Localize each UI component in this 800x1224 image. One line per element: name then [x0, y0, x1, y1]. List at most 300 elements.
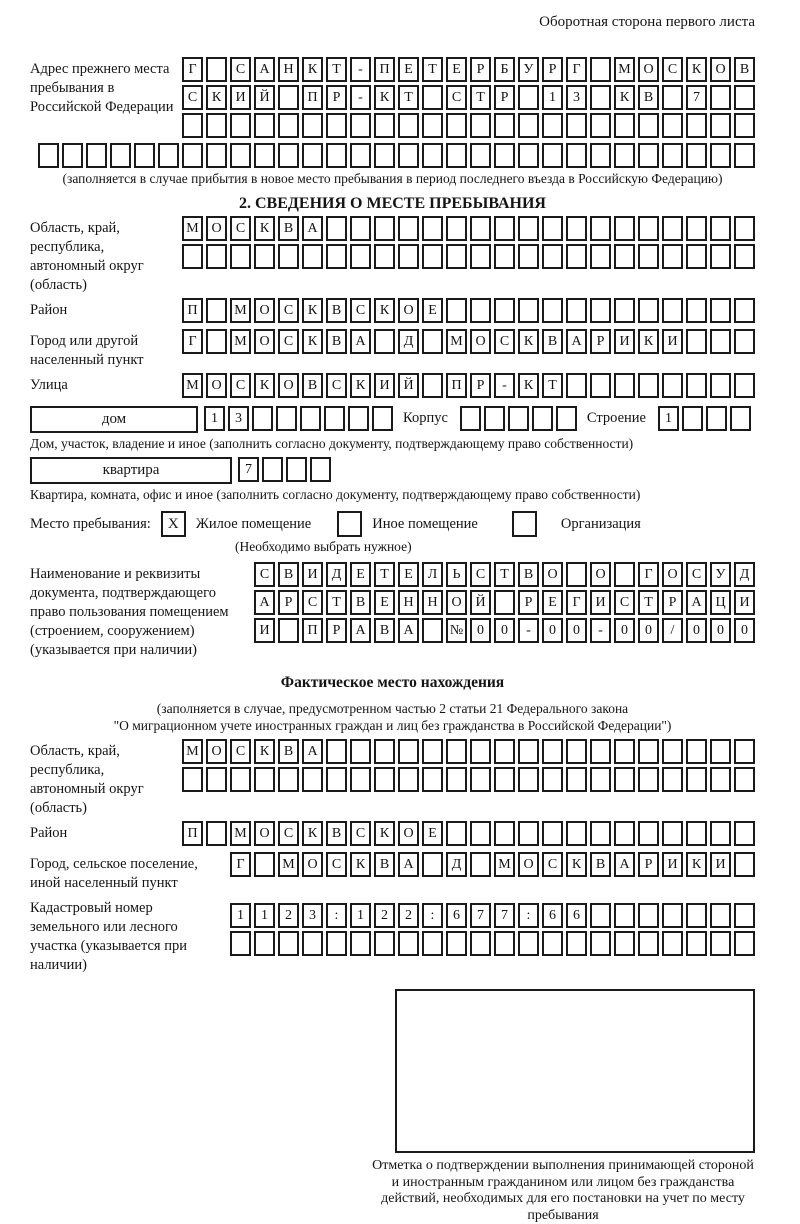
- char-cell: О: [398, 298, 419, 323]
- char-cell: А: [686, 590, 707, 615]
- char-cell: В: [374, 852, 395, 877]
- char-cell: К: [302, 821, 323, 846]
- char-cell: [542, 739, 563, 764]
- char-cell: [446, 821, 467, 846]
- char-cell: [710, 931, 731, 956]
- char-cell: У: [518, 57, 539, 82]
- char-cell: [422, 767, 443, 792]
- char-cell: [710, 767, 731, 792]
- char-cell: [494, 739, 515, 764]
- option-label-zhiloe: Жилое помещение: [195, 515, 312, 532]
- char-cell: О: [398, 821, 419, 846]
- char-cell: [494, 244, 515, 269]
- char-cell: [518, 298, 539, 323]
- char-cell: О: [470, 329, 491, 354]
- char-cell: -: [350, 85, 371, 110]
- char-cell: К: [638, 329, 659, 354]
- char-cell: [422, 618, 443, 643]
- mesto-row: [30, 511, 755, 537]
- char-cell: [460, 406, 481, 431]
- char-cell: [566, 931, 587, 956]
- char-cell: [206, 57, 227, 82]
- char-cell: [638, 739, 659, 764]
- char-cell: Т: [326, 57, 347, 82]
- option-label-organizatsiya: Организация: [560, 515, 641, 532]
- char-cell: [614, 739, 635, 764]
- char-cell: И: [254, 618, 275, 643]
- char-cell: [518, 244, 539, 269]
- fact-oblast-rows: [182, 739, 755, 795]
- char-cell: [566, 244, 587, 269]
- field-prev-address: [30, 57, 755, 141]
- char-cell: [206, 821, 227, 846]
- char-cell: О: [446, 590, 467, 615]
- char-cell: В: [542, 329, 563, 354]
- char-cell: [470, 143, 491, 168]
- field-gorod: [30, 329, 755, 370]
- char-cell: [326, 931, 347, 956]
- char-cell: К: [350, 373, 371, 398]
- char-cell: [710, 821, 731, 846]
- char-cell: [470, 244, 491, 269]
- char-cell: В: [278, 562, 299, 587]
- char-cell: А: [614, 852, 635, 877]
- char-cell: С: [542, 852, 563, 877]
- char-cell: [470, 931, 491, 956]
- char-cell: [710, 216, 731, 241]
- char-cell: Е: [422, 821, 443, 846]
- char-cell: О: [278, 373, 299, 398]
- char-cell: К: [374, 821, 395, 846]
- char-cell: [446, 767, 467, 792]
- cell-row-kvartira: [238, 457, 331, 482]
- char-cell: [638, 821, 659, 846]
- raion-label: Район: [30, 302, 68, 318]
- char-cell: Р: [278, 590, 299, 615]
- char-cell: А: [302, 739, 323, 764]
- char-cell: А: [350, 329, 371, 354]
- char-cell: [110, 143, 131, 168]
- char-cell: [398, 143, 419, 168]
- char-cell: Д: [398, 329, 419, 354]
- char-cell: [730, 406, 751, 431]
- section2-title: 2. СВЕДЕНИЯ О МЕСТЕ ПРЕБЫВАНИЯ: [239, 195, 546, 212]
- char-cell: [638, 113, 659, 138]
- char-cell: К: [518, 329, 539, 354]
- char-cell: О: [254, 329, 275, 354]
- char-cell: Т: [494, 562, 515, 587]
- char-cell: [614, 373, 635, 398]
- char-cell: [710, 244, 731, 269]
- char-cell: [710, 298, 731, 323]
- char-cell: [662, 85, 683, 110]
- char-cell: [590, 903, 611, 928]
- char-cell: [614, 562, 635, 587]
- kadastr-label: Кадастровый номер земельного или лесного участка (указывается при наличии): [30, 900, 187, 973]
- char-cell: [542, 298, 563, 323]
- fact-gorod-label: Город, сельское поселение, иной населенный пункт: [30, 856, 198, 891]
- char-cell: [182, 244, 203, 269]
- char-cell: [614, 821, 635, 846]
- char-cell: М: [230, 298, 251, 323]
- fact-oblast-label: Область, край, республика, автономный округ (область): [30, 743, 144, 816]
- char-cell: А: [398, 852, 419, 877]
- char-cell: [734, 739, 755, 764]
- char-cell: 7: [494, 903, 515, 928]
- char-cell: Й: [254, 85, 275, 110]
- char-cell: [710, 143, 731, 168]
- char-cell: [566, 373, 587, 398]
- char-cell: [566, 143, 587, 168]
- char-cell: Р: [662, 590, 683, 615]
- char-cell: [662, 298, 683, 323]
- char-cell: [278, 85, 299, 110]
- char-cell: И: [230, 85, 251, 110]
- char-cell: К: [302, 57, 323, 82]
- char-cell: [278, 143, 299, 168]
- char-cell: О: [206, 216, 227, 241]
- field-fact-raion: [30, 821, 755, 849]
- gorod-label: Город или другой населенный пункт: [30, 333, 144, 368]
- char-cell: [374, 739, 395, 764]
- char-cell: [206, 329, 227, 354]
- ulitsa-label: Улица: [30, 377, 68, 393]
- char-cell: [734, 852, 755, 877]
- char-cell: [710, 329, 731, 354]
- char-cell: [682, 406, 703, 431]
- char-cell: [230, 113, 251, 138]
- cell-row-prev-address-4: [30, 143, 755, 168]
- char-cell: Р: [326, 618, 347, 643]
- char-cell: Е: [374, 590, 395, 615]
- char-cell: 0: [494, 618, 515, 643]
- char-cell: 0: [710, 618, 731, 643]
- char-cell: [590, 113, 611, 138]
- char-cell: -: [590, 618, 611, 643]
- char-cell: [590, 931, 611, 956]
- char-cell: М: [182, 739, 203, 764]
- char-cell: [254, 143, 275, 168]
- char-cell: [326, 113, 347, 138]
- char-cell: [446, 143, 467, 168]
- cell-row-kadastr-2: [230, 931, 755, 956]
- char-cell: [422, 216, 443, 241]
- char-cell: Е: [542, 590, 563, 615]
- char-cell: С: [254, 562, 275, 587]
- char-cell: 1: [230, 903, 251, 928]
- char-cell: [470, 821, 491, 846]
- char-cell: [254, 852, 275, 877]
- mesto-note: (Необходимо выбрать нужное): [235, 539, 412, 554]
- char-cell: [182, 113, 203, 138]
- char-cell: [326, 244, 347, 269]
- char-cell: [518, 113, 539, 138]
- char-cell: [614, 767, 635, 792]
- char-cell: С: [662, 57, 683, 82]
- char-cell: [398, 244, 419, 269]
- char-cell: К: [254, 739, 275, 764]
- field-raion: [30, 298, 755, 326]
- char-cell: С: [230, 739, 251, 764]
- char-cell: О: [710, 57, 731, 82]
- char-cell: [286, 457, 307, 482]
- char-cell: [638, 298, 659, 323]
- char-cell: [734, 903, 755, 928]
- char-cell: [638, 143, 659, 168]
- char-cell: [518, 821, 539, 846]
- char-cell: К: [518, 373, 539, 398]
- char-cell: В: [326, 329, 347, 354]
- char-cell: Р: [542, 57, 563, 82]
- char-cell: [662, 143, 683, 168]
- char-cell: Р: [518, 590, 539, 615]
- char-cell: П: [302, 618, 323, 643]
- char-cell: [518, 143, 539, 168]
- cell-row-oblast-2: [182, 244, 755, 269]
- char-cell: [182, 767, 203, 792]
- char-cell: О: [662, 562, 683, 587]
- char-cell: [398, 931, 419, 956]
- char-cell: И: [374, 373, 395, 398]
- char-cell: К: [206, 85, 227, 110]
- char-cell: Й: [470, 590, 491, 615]
- char-cell: [302, 244, 323, 269]
- char-cell: [614, 244, 635, 269]
- char-cell: [278, 931, 299, 956]
- char-cell: [710, 85, 731, 110]
- char-cell: С: [326, 852, 347, 877]
- char-cell: С: [494, 329, 515, 354]
- char-cell: [542, 113, 563, 138]
- char-cell: О: [518, 852, 539, 877]
- char-cell: [494, 821, 515, 846]
- char-cell: Р: [326, 85, 347, 110]
- char-cell: [324, 406, 345, 431]
- char-cell: [638, 767, 659, 792]
- char-cell: В: [374, 618, 395, 643]
- char-cell: [662, 216, 683, 241]
- char-cell: М: [182, 216, 203, 241]
- char-cell: [542, 244, 563, 269]
- char-cell: [566, 767, 587, 792]
- char-cell: [686, 739, 707, 764]
- kvartira-box: квартира: [30, 457, 232, 484]
- char-cell: [590, 373, 611, 398]
- char-cell: С: [350, 821, 371, 846]
- char-cell: [614, 113, 635, 138]
- char-cell: Т: [326, 590, 347, 615]
- char-cell: В: [278, 216, 299, 241]
- char-cell: [494, 113, 515, 138]
- char-cell: Т: [638, 590, 659, 615]
- char-cell: [590, 143, 611, 168]
- char-cell: Е: [398, 562, 419, 587]
- char-cell: А: [254, 590, 275, 615]
- char-cell: [590, 821, 611, 846]
- char-cell: [470, 767, 491, 792]
- char-cell: [494, 143, 515, 168]
- char-cell: Е: [446, 57, 467, 82]
- char-cell: :: [518, 903, 539, 928]
- kvartira-note: Квартира, комната, офис и иное (заполнить согласно документу, подтверждающему право собственности): [30, 487, 641, 502]
- char-cell: Д: [446, 852, 467, 877]
- char-cell: [300, 406, 321, 431]
- char-cell: [470, 852, 491, 877]
- char-cell: М: [230, 821, 251, 846]
- fact-gorod-rows: [230, 852, 755, 880]
- char-cell: К: [686, 57, 707, 82]
- char-cell: 1: [204, 406, 225, 431]
- char-cell: [542, 143, 563, 168]
- char-cell: [494, 767, 515, 792]
- mesto-label: Место пребывания:: [30, 515, 151, 532]
- char-cell: [734, 113, 755, 138]
- char-cell: 3: [228, 406, 249, 431]
- char-cell: М: [494, 852, 515, 877]
- char-cell: К: [302, 298, 323, 323]
- ulitsa-rows: [182, 373, 755, 401]
- char-cell: [734, 821, 755, 846]
- char-cell: [326, 216, 347, 241]
- char-cell: С: [230, 57, 251, 82]
- char-cell: [350, 739, 371, 764]
- char-cell: И: [662, 329, 683, 354]
- char-cell: Г: [566, 57, 587, 82]
- fact-note-1: (заполняется в случае, предусмотренном частью 2 статьи 21 Федерального закона: [156, 701, 629, 716]
- char-cell: [532, 406, 553, 431]
- char-cell: [734, 85, 755, 110]
- cell-row-korpus: [460, 406, 577, 431]
- document-label: Наименование и реквизиты документа, подтверждающего право пользования помещением (строением, сооружением) (указывается при наличии): [30, 566, 229, 658]
- char-cell: [206, 113, 227, 138]
- char-cell: М: [278, 852, 299, 877]
- char-cell: Ц: [710, 590, 731, 615]
- char-cell: [662, 113, 683, 138]
- char-cell: В: [518, 562, 539, 587]
- char-cell: [566, 298, 587, 323]
- fact-raion-rows: [182, 821, 755, 849]
- char-cell: [566, 216, 587, 241]
- cell-row-oblast-1: [182, 216, 755, 241]
- char-cell: С: [278, 329, 299, 354]
- char-cell: С: [182, 85, 203, 110]
- char-cell: [278, 767, 299, 792]
- char-cell: К: [350, 852, 371, 877]
- char-cell: [734, 373, 755, 398]
- char-cell: [206, 143, 227, 168]
- char-cell: [590, 216, 611, 241]
- char-cell: /: [662, 618, 683, 643]
- char-cell: [542, 931, 563, 956]
- char-cell: [686, 244, 707, 269]
- char-cell: Б: [494, 57, 515, 82]
- char-cell: [662, 739, 683, 764]
- char-cell: 7: [238, 457, 259, 482]
- char-cell: О: [206, 739, 227, 764]
- cell-row-document-1: [254, 562, 755, 587]
- char-cell: С: [470, 562, 491, 587]
- char-cell: С: [278, 298, 299, 323]
- char-cell: [446, 931, 467, 956]
- char-cell: [470, 113, 491, 138]
- char-cell: 7: [686, 85, 707, 110]
- char-cell: [86, 143, 107, 168]
- char-cell: [254, 931, 275, 956]
- char-cell: О: [254, 298, 275, 323]
- char-cell: [182, 143, 203, 168]
- cell-row-document-3: [254, 618, 755, 643]
- char-cell: 7: [470, 903, 491, 928]
- char-cell: Г: [566, 590, 587, 615]
- char-cell: [518, 931, 539, 956]
- char-cell: [494, 216, 515, 241]
- char-cell: А: [302, 216, 323, 241]
- char-cell: [662, 821, 683, 846]
- char-cell: П: [446, 373, 467, 398]
- field-kadastr: [30, 896, 755, 975]
- dom-box: дом: [30, 406, 198, 433]
- char-cell: В: [590, 852, 611, 877]
- fact-note-2: "О миграционном учете иностранных граждан и лиц без гражданства в Российской Федерации"): [113, 718, 672, 733]
- char-cell: [350, 244, 371, 269]
- char-cell: Р: [470, 57, 491, 82]
- char-cell: [566, 562, 587, 587]
- char-cell: А: [254, 57, 275, 82]
- char-cell: В: [278, 739, 299, 764]
- char-cell: О: [590, 562, 611, 587]
- document-rows: [254, 562, 755, 646]
- char-cell: [614, 143, 635, 168]
- char-cell: Ь: [446, 562, 467, 587]
- page-header: Оборотная сторона первого листа: [539, 14, 755, 30]
- char-cell: [638, 903, 659, 928]
- field-ulitsa: [30, 373, 755, 401]
- char-cell: [422, 931, 443, 956]
- char-cell: [446, 216, 467, 241]
- char-cell: [638, 931, 659, 956]
- char-cell: 6: [566, 903, 587, 928]
- char-cell: [326, 739, 347, 764]
- char-cell: В: [302, 373, 323, 398]
- char-cell: Г: [182, 57, 203, 82]
- char-cell: [590, 85, 611, 110]
- cell-row-gorod: [182, 329, 755, 354]
- char-cell: 1: [350, 903, 371, 928]
- char-cell: Г: [230, 852, 251, 877]
- char-cell: [278, 113, 299, 138]
- char-cell: [566, 821, 587, 846]
- char-cell: [374, 931, 395, 956]
- char-cell: [310, 457, 331, 482]
- char-cell: А: [566, 329, 587, 354]
- char-cell: 0: [542, 618, 563, 643]
- char-cell: Е: [350, 562, 371, 587]
- cell-row-ulitsa: [182, 373, 755, 398]
- char-cell: [278, 618, 299, 643]
- char-cell: [422, 852, 443, 877]
- char-cell: [348, 406, 369, 431]
- char-cell: [686, 767, 707, 792]
- stroenie-label: Строение: [586, 410, 646, 426]
- char-cell: [350, 113, 371, 138]
- char-cell: 1: [658, 406, 679, 431]
- char-cell: К: [254, 216, 275, 241]
- char-cell: [734, 244, 755, 269]
- char-cell: [302, 143, 323, 168]
- char-cell: Д: [734, 562, 755, 587]
- char-cell: [556, 406, 577, 431]
- char-cell: [662, 903, 683, 928]
